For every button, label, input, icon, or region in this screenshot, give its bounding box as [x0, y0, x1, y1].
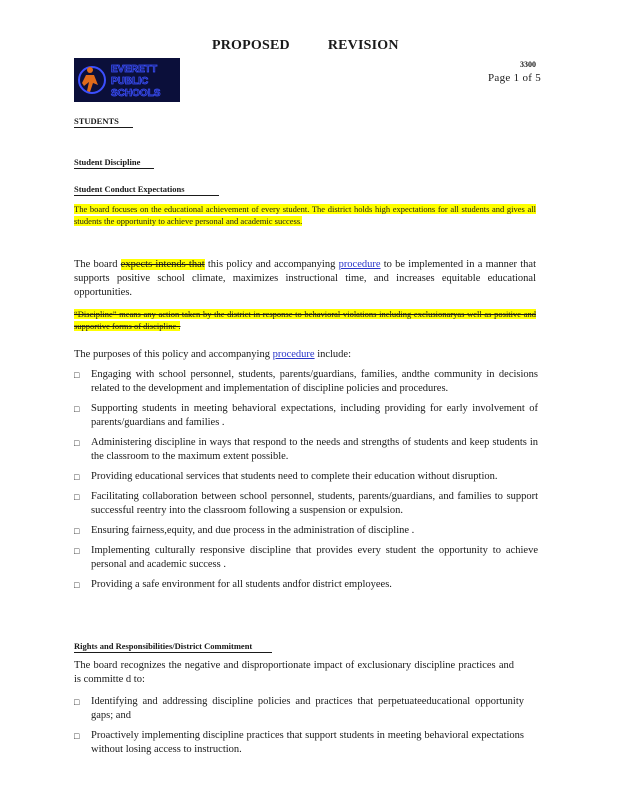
procedure-link-2[interactable]: procedure: [272, 349, 315, 360]
list-item: [74, 402, 538, 430]
p2-mid: this policy and accompanying: [204, 259, 339, 270]
list-item: [74, 368, 538, 396]
list-item-text: Ensuring fairness,equity, and due process in the administration of discipline .: [91, 525, 415, 536]
paragraph-board-recognizes: [74, 659, 514, 687]
list-item-text: Providing educational services that students need to complete their education without disruption.: [91, 471, 498, 482]
paragraph-purposes-intro: [74, 348, 536, 362]
p4-start: The purposes of this policy and accompanying: [74, 349, 273, 360]
list-item-text: Identifying and addressing discipline policies and practices that perpetuateeducational opportunity gaps; and: [91, 696, 524, 721]
highlighted-text: The board focuses on the educational achievement of every student. The district holds high expectations for all students and gives all students the opportunity to achieve personal and academic success.: [74, 204, 536, 226]
section-students: [74, 116, 133, 128]
checkbox-bullet-icon: □: [74, 370, 80, 380]
list-item: [74, 470, 538, 484]
district-logo: [74, 58, 180, 102]
paragraph-achievement: [74, 203, 536, 227]
list-item-text: Engaging with school personnel, students, parents/guardians, families, andthe community in decisions related to the development and implementation of discipline policies and procedures.: [91, 369, 538, 394]
checkbox-bullet-icon: □: [74, 697, 80, 707]
section-students-label: STUDENTS: [74, 116, 133, 128]
section-discipline-label: Student Discipline: [74, 157, 154, 169]
paragraph-discipline-definition: [74, 308, 536, 332]
p4-end: include:: [314, 349, 352, 360]
list-item: [74, 544, 538, 572]
logo-line3: SCHOOLS: [111, 88, 161, 99]
list-item: [74, 490, 538, 518]
list-item-text: Implementing culturally responsive discipline that provides every student the opportunity to achieve personal and academic success .: [91, 545, 538, 570]
procedure-link[interactable]: procedure: [338, 259, 381, 270]
section-conduct-label: Student Conduct Expectations: [74, 184, 219, 196]
section-student-discipline: [74, 157, 154, 169]
checkbox-bullet-icon: □: [74, 438, 80, 448]
list-item: [74, 524, 538, 538]
page-indicator: Page 1 of 5: [488, 72, 542, 84]
list-item: [74, 695, 524, 723]
section-conduct-expectations: [74, 184, 219, 196]
list-item-text: Proactively implementing discipline practices that support students in meeting behavioral expectations without losing access to instruction.: [91, 730, 524, 755]
checkbox-bullet-icon: □: [74, 731, 80, 741]
list-item: [74, 578, 538, 592]
p2-end: to be implemented in a manner that supports positive school climate, maximizes instructional time, and increases equitable educational opportunities.: [74, 259, 537, 298]
list-item-text: Administering discipline in ways that respond to the needs and strengths of students and keep students in the classroom to the maximum extent possible.: [91, 437, 538, 462]
purposes-list: [74, 368, 538, 592]
list-item-text: Supporting students in meeting behavioral expectations, including providing for early involvement of parents/guardians and families .: [91, 403, 538, 428]
logo-line2: PUBLIC: [111, 76, 149, 87]
checkbox-bullet-icon: □: [74, 404, 80, 414]
title-word-revision: REVISION: [327, 38, 399, 53]
p5-text: The board recognizes the negative and disproportionate impact of exclusionary discipline practices and is committe d to:: [74, 660, 514, 685]
section-rights-label: Rights and Responsibilities/District Commitment: [74, 641, 272, 653]
commitments-list: [74, 695, 524, 757]
document-title: [212, 38, 399, 54]
checkbox-bullet-icon: □: [74, 472, 80, 482]
section-rights: [74, 641, 272, 653]
list-item-text: Providing a safe environment for all students andfor district employees.: [91, 579, 392, 590]
checkbox-bullet-icon: □: [74, 546, 80, 556]
p2-start: The board: [74, 259, 121, 270]
title-word-proposed: PROPOSED: [212, 38, 290, 53]
list-item: [74, 729, 524, 757]
policy-number: 3300: [520, 60, 536, 69]
paragraph-policy-intent: [74, 258, 536, 300]
struck-text: expects intends that: [120, 259, 205, 270]
checkbox-bullet-icon: □: [74, 580, 80, 590]
list-item: [74, 436, 538, 464]
checkbox-bullet-icon: □: [74, 526, 80, 536]
logo-line1: EVERETT: [111, 64, 158, 75]
checkbox-bullet-icon: □: [74, 492, 80, 502]
struck-definition: “Discipline” means any action taken by the district in response to behavioral violations including exclusionaryas well as positive and supportive forms of discipline .: [74, 309, 536, 331]
list-item-text: Facilitating collaboration between school personnel, students, parents/guardians, and families to support successful reentry into the classroom following a suspension or expulsion.: [91, 491, 538, 516]
